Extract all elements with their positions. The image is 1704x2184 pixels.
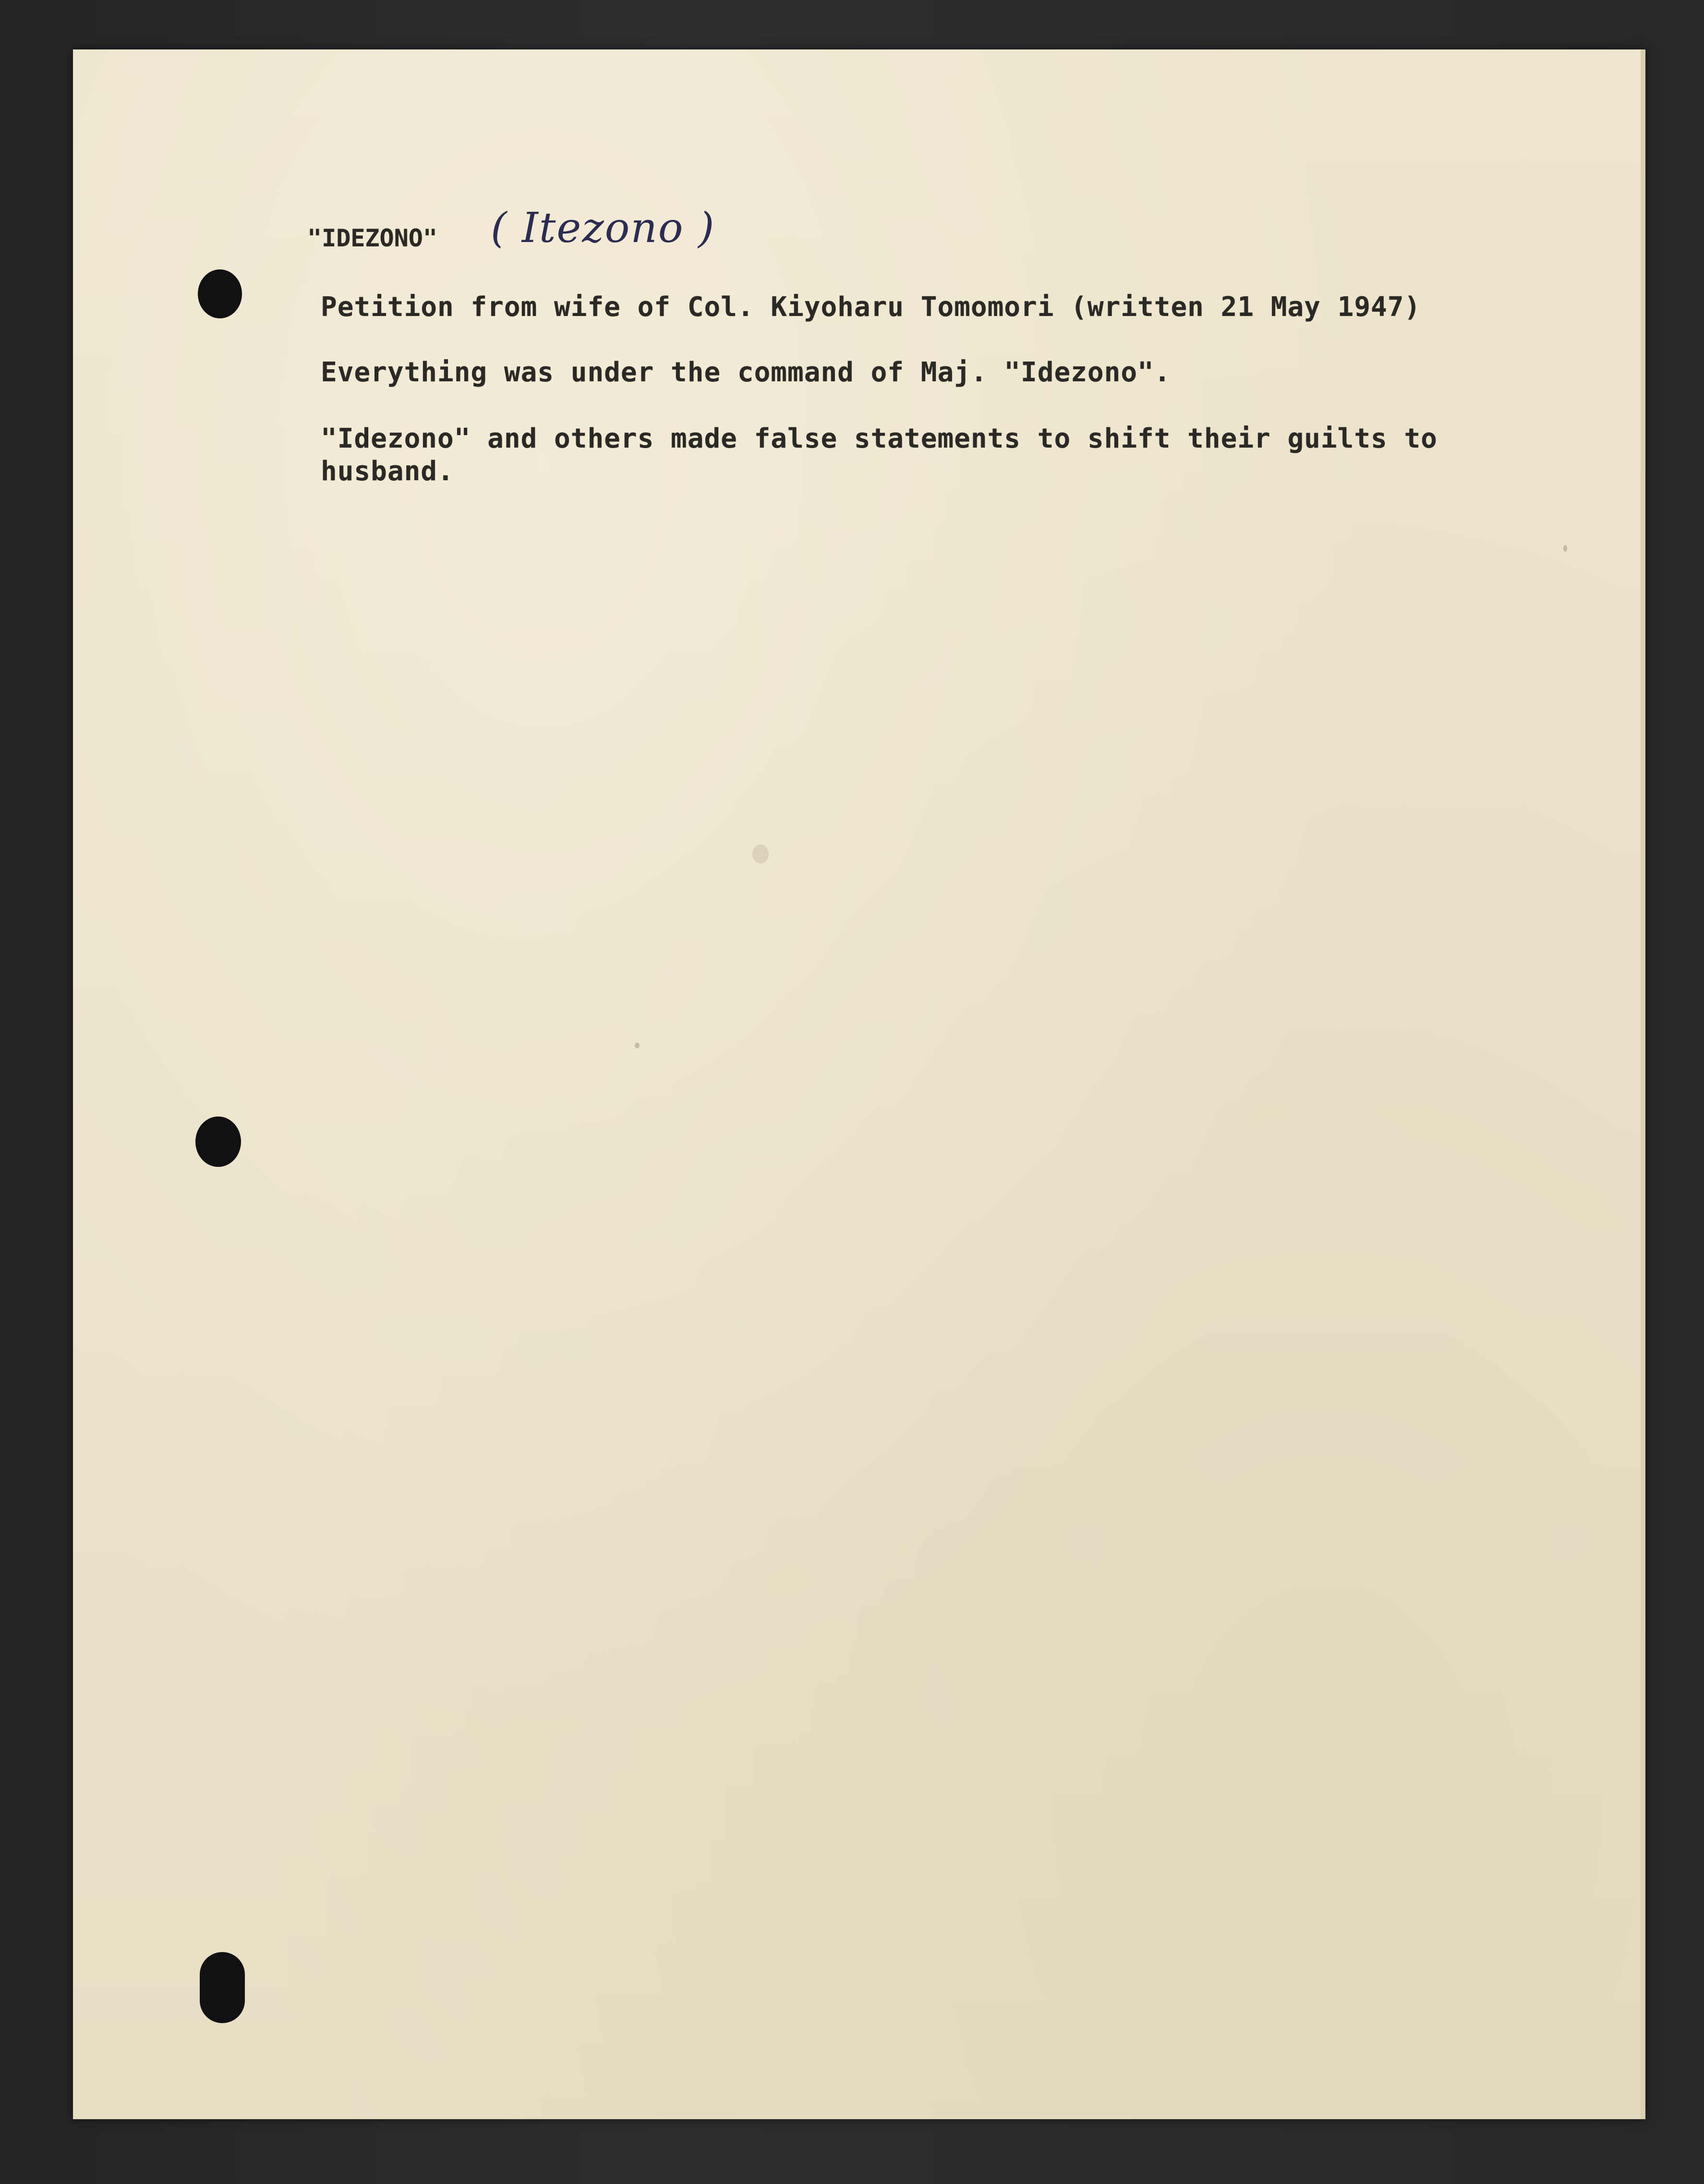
paper-speck (752, 844, 769, 863)
punch-hole-middle (195, 1116, 241, 1167)
typed-line-command: Everything was under the command of Maj. "Idezono". (321, 357, 1171, 388)
typed-line-husband: husband. (321, 456, 454, 487)
document-heading: "IDEZONO" (307, 224, 437, 252)
paper-speck (635, 1043, 640, 1048)
punch-hole-top (198, 269, 242, 318)
typed-line-petition: Petition from wife of Col. Kiyoharu Tomomori (written 21 May 1947) (321, 291, 1421, 323)
typed-line-statements: "Idezono" and others made false statements to shift their guilts to (321, 423, 1438, 454)
paper-speck (1563, 545, 1567, 552)
handwritten-annotation: ( Itezono ) (491, 204, 715, 252)
punch-hole-bottom (200, 1952, 245, 2023)
